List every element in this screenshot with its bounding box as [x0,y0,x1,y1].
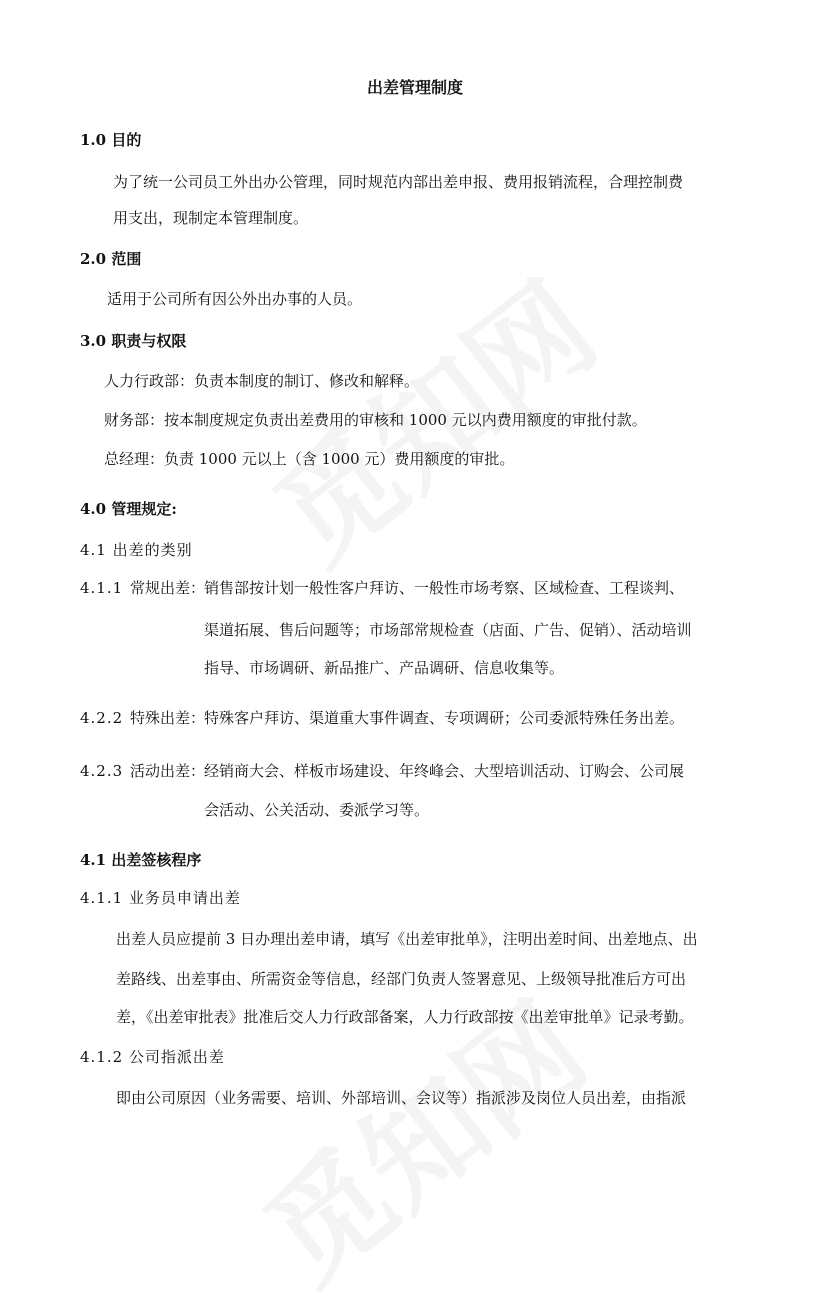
item-label: 常规出差： [130,579,206,597]
item-number: 4.2.2 [80,709,124,727]
page-title: 出差管理制度 [366,78,463,97]
paragraph-line: 出差人员应提前 3 日办理出差申请，填写《出差审批单》，注明出差时间、出差地点、出 [116,930,698,948]
section-heading: 4.0 管理规定: [80,500,177,518]
subsection-heading: 4.1.1 业务员申请出差 [80,889,241,907]
item-text-line: 特殊客户拜访、渠道重大事件调查、专项调研；公司委派特殊任务出差。 [204,709,685,727]
paragraph-line: 为了统一公司员工外出办公管理，同时规范内部出差申报、费用报销流程，合理控制费 [113,173,684,191]
paragraph-line: 差路线、出差事由、所需资金等信息，经部门负责人签署意见、上级领导批准后方可出 [116,970,687,988]
item-label: 活动出差： [130,762,206,780]
subsection-heading: 4.1.2 公司指派出差 [80,1048,225,1066]
item-text-line: 经销商大会、样板市场建设、年终峰会、大型培训活动、订购会、公司展 [204,762,685,780]
section-heading: 1.0 目的 [80,131,142,149]
section-heading: 2.0 范围 [80,250,142,268]
item-number: 4.1.1 [80,579,124,597]
paragraph-line: 用支出，现制定本管理制度。 [113,209,309,227]
subsection-heading: 4.1 出差签核程序 [80,851,202,869]
paragraph-line: 人力行政部：负责本制度的制订、修改和解释。 [104,372,420,390]
item-number: 4.2.3 [80,762,124,780]
paragraph-line: 差，《出差审批表》批准后交人力行政部备案，人力行政部按《出差审批单》记录考勤。 [116,1008,694,1026]
paragraph-line: 适用于公司所有因公外出办事的人员。 [107,290,363,308]
paragraph-line: 总经理：负责 1000 元以上（含 1000 元）费用额度的审批。 [104,450,515,468]
item-text-line: 渠道拓展、售后问题等；市场部常规检查（店面、广告、促销）、活动培训 [204,621,692,639]
item-text-line: 销售部按计划一般性客户拜访、一般性市场考察、区域检查、工程谈判、 [204,579,685,597]
paragraph-line: 即由公司原因（业务需要、培训、外部培训、会议等）指派涉及岗位人员出差，由指派 [116,1089,687,1107]
subsection-heading: 4.1 出差的类别 [80,541,193,559]
paragraph-line: 财务部：按本制度规定负责出差费用的审核和 1000 元以内费用额度的审批付款。 [104,411,647,429]
item-text-line: 会活动、公关活动、委派学习等。 [204,801,430,819]
item-label: 特殊出差： [130,709,206,727]
item-text-line: 指导、市场调研、新品推广、产品调研、信息收集等。 [204,659,565,677]
section-heading: 3.0 职责与权限 [80,332,187,350]
